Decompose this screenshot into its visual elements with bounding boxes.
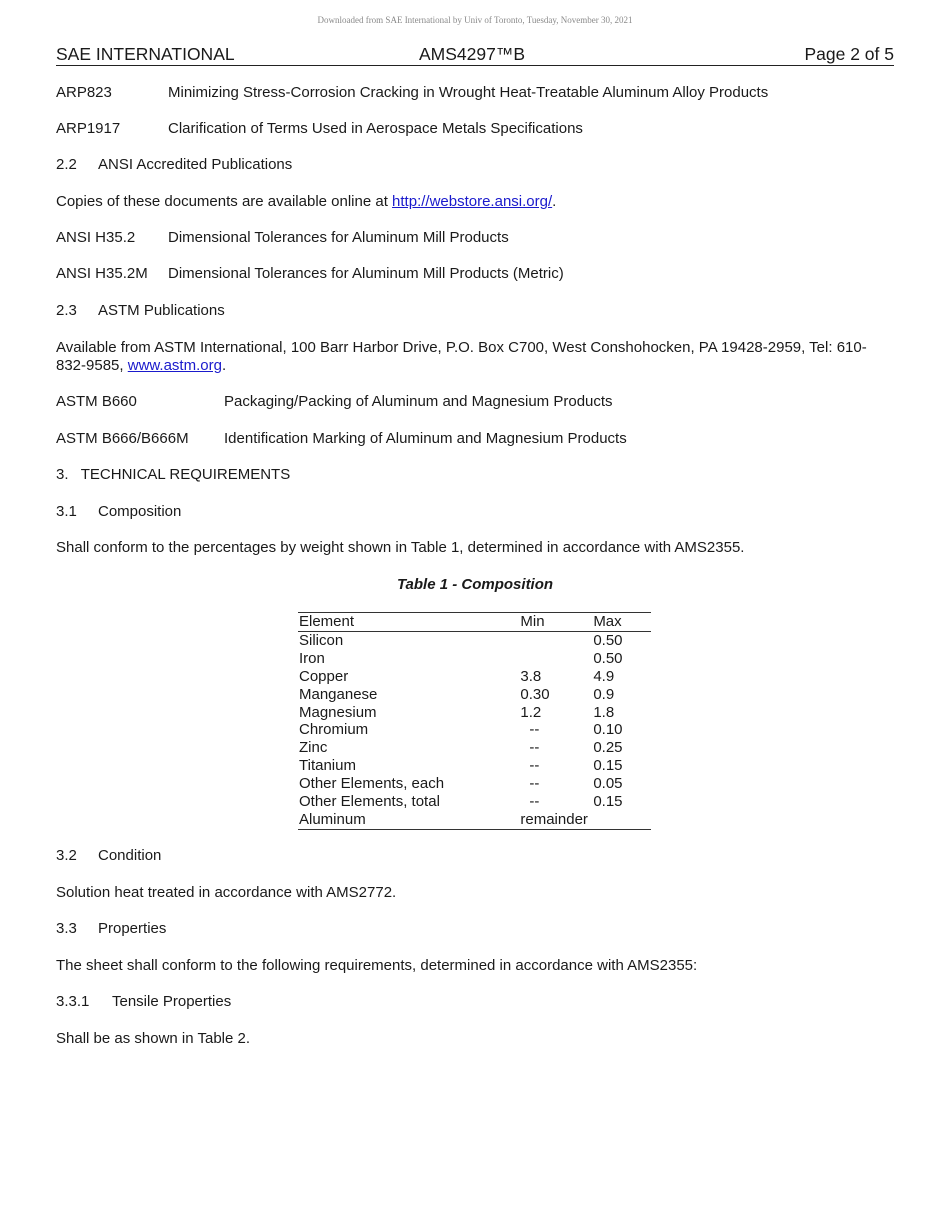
column-header-element: Element: [298, 613, 519, 632]
section-3-3-1-number: 3.3.1: [56, 993, 90, 1010]
table-row: [298, 775, 651, 793]
element-cell: Zinc: [299, 739, 328, 757]
ansi-webstore-link[interactable]: http://webstore.ansi.org/: [392, 193, 553, 210]
table-row: [298, 793, 651, 811]
min-cell: --: [529, 721, 540, 739]
min-cell: 3.8: [520, 667, 542, 685]
max-cell: 1.8: [593, 703, 615, 721]
min-cell: --: [529, 793, 540, 811]
section-3-3-title: Properties: [98, 920, 167, 937]
ref-code-ansi-h35-2m: ANSI H35.2M: [56, 265, 148, 282]
table-row: [298, 631, 651, 649]
column-header-max: Max: [592, 613, 651, 632]
tensile-paragraph: Shall be as shown in Table 2.: [56, 1030, 251, 1047]
element-cell: Silicon: [299, 631, 344, 649]
element-cell: Magnesium: [299, 703, 377, 721]
page-number: Page 2 of 5: [804, 44, 894, 64]
element-cell: Manganese: [299, 685, 378, 703]
column-header-min: Min: [519, 613, 592, 632]
table-row: [298, 686, 651, 704]
ansi-availability-note: Copies of these documents are available online at http://webstore.ansi.org/.: [56, 193, 557, 210]
ref-title-ansi-h35-2: Dimensional Tolerances for Aluminum Mill Products: [168, 229, 509, 246]
ref-title-arp823: Minimizing Stress-Corrosion Cracking in Wrought Heat-Treatable Aluminum Alloy Products: [168, 84, 769, 101]
ref-title-astm-b666: Identification Marking of Aluminum and Magnesium Products: [224, 430, 627, 447]
min-cell: --: [529, 757, 540, 775]
document-number: AMS4297™B: [419, 44, 526, 64]
section-3-1-number: 3.1: [56, 503, 77, 520]
section-3-1-title: Composition: [98, 503, 182, 520]
ref-code-arp1917: ARP1917: [56, 120, 121, 137]
max-cell: 0.25: [593, 739, 623, 757]
table-row: [298, 704, 651, 722]
condition-paragraph: Solution heat treated in accordance with AMS2772.: [56, 884, 397, 901]
table-1-caption: Table 1 - Composition: [396, 576, 554, 593]
ref-code-ansi-h35-2: ANSI H35.2: [56, 229, 136, 246]
section-2-2-number: 2.2: [56, 156, 77, 173]
ref-title-ansi-h35-2m: Dimensional Tolerances for Aluminum Mill Products (Metric): [168, 265, 564, 282]
min-cell: --: [529, 775, 540, 793]
element-cell: Iron: [299, 649, 325, 667]
max-cell: 0.10: [593, 721, 623, 739]
section-2-3-number: 2.3: [56, 302, 77, 319]
max-cell: 0.9: [593, 685, 615, 703]
properties-paragraph: The sheet shall conform to the following requirements, determined in accordance with AMS2355:: [56, 957, 698, 974]
astm-note-line1: Available from ASTM International, 100 Barr Harbor Drive, P.O. Box C700, West Conshohocken, PA 19428-2959, Tel: 610-: [56, 339, 867, 356]
page-header: [56, 44, 894, 66]
table-row: [298, 739, 651, 757]
min-cell: 0.30: [520, 685, 550, 703]
section-3-3-1-title: Tensile Properties: [112, 993, 232, 1010]
element-cell: Other Elements, total: [299, 793, 440, 811]
table-row: [298, 721, 651, 739]
section-3-heading: 3. TECHNICAL REQUIREMENTS: [56, 466, 291, 483]
min-cell: 1.2: [520, 703, 542, 721]
section-3-2-title: Condition: [98, 847, 162, 864]
max-cell: 0.05: [593, 775, 623, 793]
ref-title-arp1917: Clarification of Terms Used in Aerospace Metals Specifications: [168, 120, 583, 137]
composition-paragraph: Shall conform to the percentages by weight shown in Table 1, determined in accordance with AMS2355.: [56, 539, 745, 556]
section-2-2-title: ANSI Accredited Publications: [98, 156, 293, 173]
min-cell: remainder: [520, 810, 588, 828]
element-cell: Titanium: [299, 757, 356, 775]
section-3-2-number: 3.2: [56, 847, 77, 864]
section-3-3-number: 3.3: [56, 920, 77, 937]
ref-title-astm-b660: Packaging/Packing of Aluminum and Magnesium Products: [224, 393, 613, 410]
max-cell: 0.50: [593, 649, 623, 667]
composition-table: [298, 612, 651, 830]
ref-code-astm-b660: ASTM B660: [56, 393, 137, 410]
astm-website-link[interactable]: www.astm.org: [127, 357, 222, 374]
table-row: [298, 650, 651, 668]
table-row: [298, 811, 651, 829]
section-2-3-title: ASTM Publications: [98, 302, 225, 319]
min-cell: [519, 650, 592, 668]
table-row: [298, 757, 651, 775]
ref-code-arp823: ARP823: [56, 84, 112, 101]
max-cell: 4.9: [593, 667, 615, 685]
element-cell: Other Elements, each: [299, 775, 445, 793]
max-cell: 0.15: [593, 757, 623, 775]
element-cell: Copper: [299, 667, 349, 685]
max-cell: 0.15: [593, 793, 623, 811]
element-cell: Aluminum: [299, 810, 366, 828]
ref-code-astm-b666: ASTM B666/B666M: [56, 430, 189, 447]
table-header-row: [298, 613, 651, 632]
publisher-name: SAE INTERNATIONAL: [56, 44, 235, 64]
max-cell: 0.50: [593, 631, 623, 649]
astm-note-line2: 832-9585, www.astm.org.: [56, 357, 227, 374]
max-cell: [592, 811, 651, 829]
min-cell: [519, 631, 592, 649]
min-cell: --: [529, 739, 540, 757]
download-watermark: Downloaded from SAE International by Univ of Toronto, Tuesday, November 30, 2021: [317, 15, 633, 25]
element-cell: Chromium: [299, 721, 369, 739]
table-row: [298, 668, 651, 686]
